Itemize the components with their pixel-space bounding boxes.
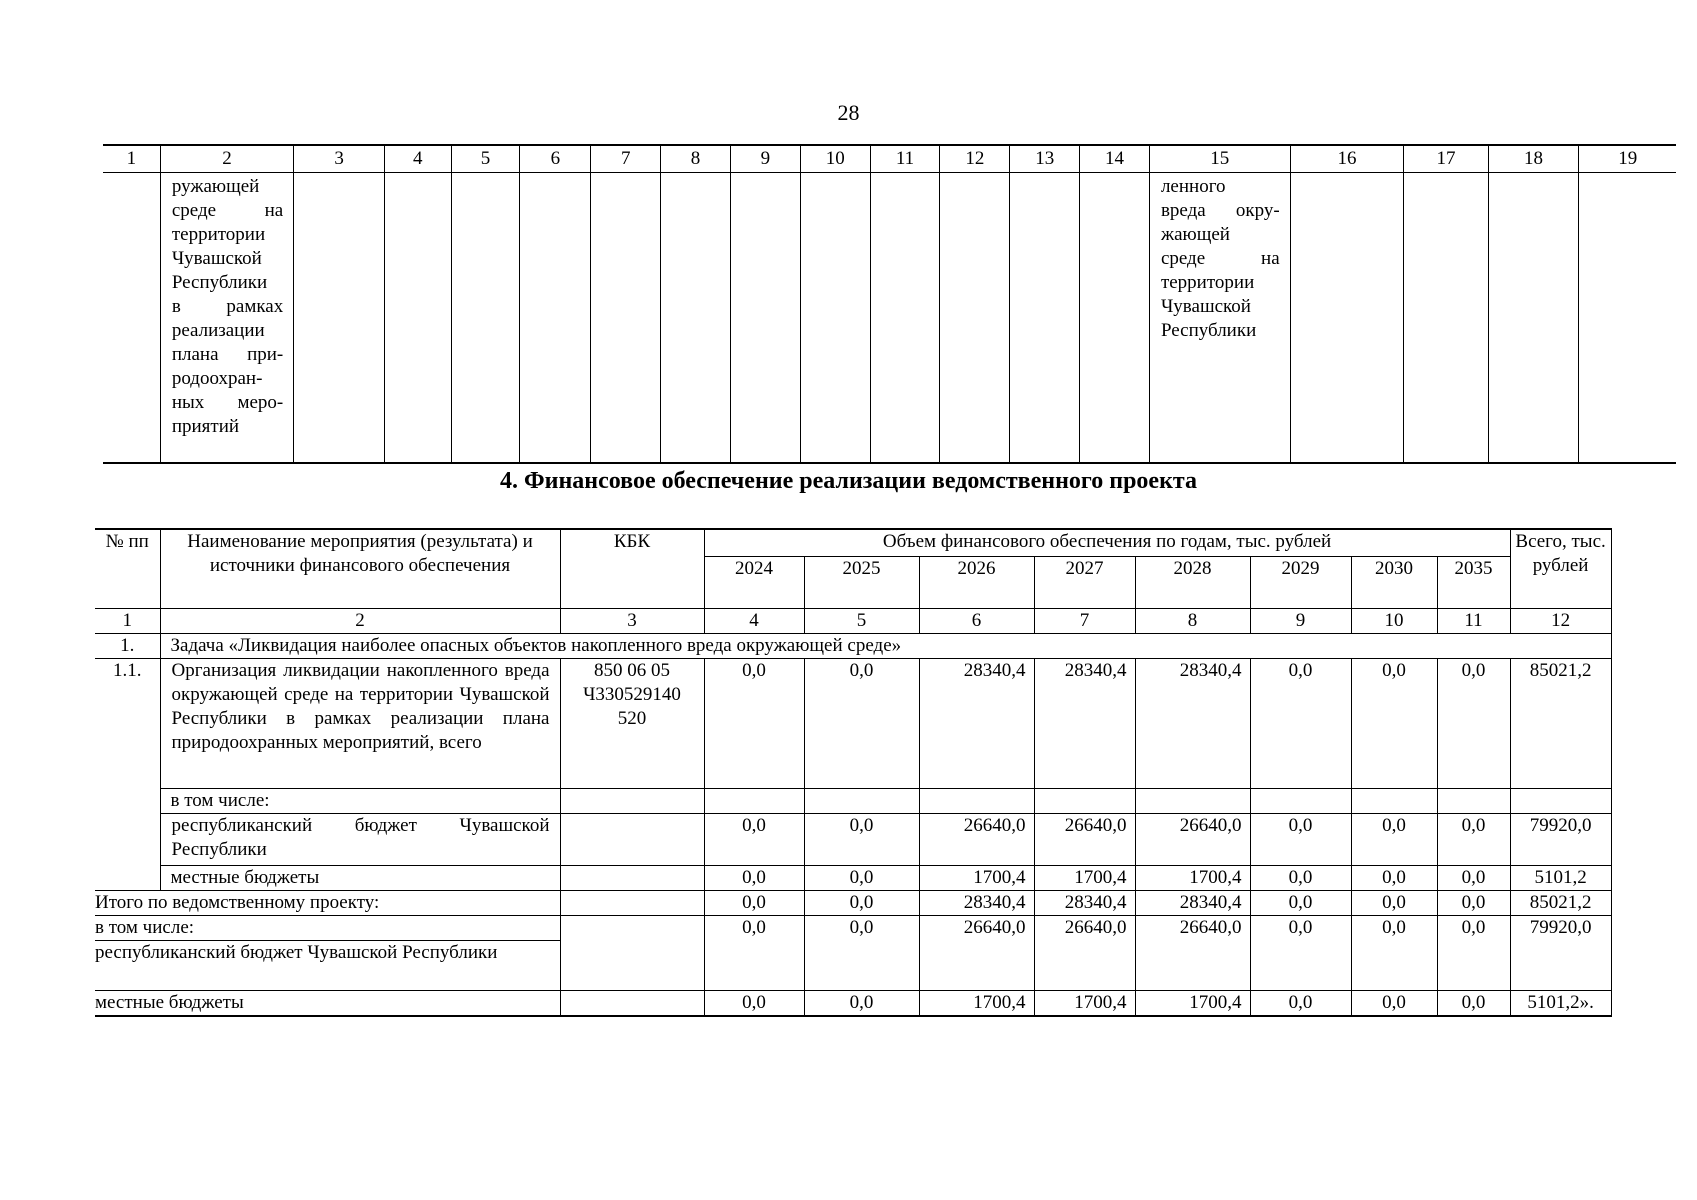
column-number-row xyxy=(103,145,1676,173)
column-number: 10 xyxy=(1351,609,1437,634)
value-cell: 0,0 xyxy=(1250,991,1351,1017)
value-cell: 28340,4 xyxy=(1034,891,1135,916)
value-cell: 28340,4 xyxy=(919,891,1034,916)
value-cell: 1700,4 xyxy=(1034,866,1135,891)
rep-budget-row xyxy=(95,814,1611,866)
value-cell: 0,0 xyxy=(1437,991,1510,1017)
value-cell: 0,0 xyxy=(1250,659,1351,789)
column-number: 7 xyxy=(1034,609,1135,634)
value-cell: 28340,4 xyxy=(1135,659,1250,789)
value-cell: 26640,0 xyxy=(1135,916,1250,991)
value-cell: 26640,0 xyxy=(919,916,1034,991)
column-number-row xyxy=(95,609,1611,634)
continuation-cell-10 xyxy=(800,173,870,464)
value-cell: 1700,4 xyxy=(1135,866,1250,891)
col2-text xyxy=(160,173,293,464)
text-line: плана при- xyxy=(171,344,284,365)
value-cell: 26640,0 xyxy=(1034,916,1135,991)
value-cell: 1700,4 xyxy=(1034,991,1135,1017)
continuation-cell-11 xyxy=(870,173,940,464)
value-cell: 0,0 xyxy=(1351,866,1437,891)
value-cell: 0,0 xyxy=(704,866,804,891)
year-2026: 2026 xyxy=(919,557,1034,609)
year-2030: 2030 xyxy=(1351,557,1437,609)
value-cell: 85021,2 xyxy=(1510,659,1611,789)
total-incl-label: в том числе: xyxy=(95,916,560,941)
value-cell: 0,0 xyxy=(1250,814,1351,866)
total-project-row xyxy=(95,891,1611,916)
value-cell: 0,0 xyxy=(804,814,919,866)
total-project-name: Итого по ведомственному проекту: xyxy=(95,891,560,916)
item-kbk xyxy=(560,659,704,789)
value-cell: 79920,0 xyxy=(1510,916,1611,991)
text-line: Республики xyxy=(1160,320,1257,341)
column-number: 12 xyxy=(940,145,1010,173)
value-cell: 0,0 xyxy=(1351,659,1437,789)
column-number: 8 xyxy=(1135,609,1250,634)
value-cell: 0,0 xyxy=(1437,891,1510,916)
value-cell: 28340,4 xyxy=(919,659,1034,789)
kbk-line: 520 xyxy=(617,708,647,729)
value-cell: 26640,0 xyxy=(919,814,1034,866)
value-cell: 0,0 xyxy=(1351,991,1437,1017)
value-cell: 0,0 xyxy=(804,891,919,916)
value-cell: 0,0 xyxy=(704,891,804,916)
value-cell: 0,0 xyxy=(1437,659,1510,789)
continuation-cell-8 xyxy=(661,173,731,464)
column-number: 9 xyxy=(730,145,800,173)
incl-row xyxy=(95,789,1611,814)
rep-budget-name: республиканский бюджет Чувашской Республики xyxy=(160,814,560,866)
total-rep-name: республиканский бюджет Чувашской Республики xyxy=(95,941,560,991)
continuation-cell-1 xyxy=(103,173,160,464)
column-number: 6 xyxy=(919,609,1034,634)
value-cell: 26640,0 xyxy=(1135,814,1250,866)
text-line: ленного xyxy=(1160,176,1226,197)
value-cell: 5101,2 xyxy=(1510,866,1611,891)
column-number: 7 xyxy=(591,145,661,173)
item-num: 1.1. xyxy=(95,659,160,891)
value-cell: 0,0 xyxy=(1351,814,1437,866)
continuation-cell-4 xyxy=(384,173,451,464)
column-number: 16 xyxy=(1290,145,1404,173)
column-number: 9 xyxy=(1250,609,1351,634)
value-cell: 0,0 xyxy=(804,991,919,1017)
continuation-cell-13 xyxy=(1010,173,1080,464)
column-number: 13 xyxy=(1010,145,1080,173)
text-line: жающей xyxy=(1160,224,1230,245)
value-cell: 0,0 xyxy=(1437,866,1510,891)
local-budget-row xyxy=(95,866,1611,891)
total-rep-row xyxy=(95,916,1611,941)
column-number: 4 xyxy=(704,609,804,634)
value-cell: 1700,4 xyxy=(919,866,1034,891)
continuation-cell-5 xyxy=(451,173,520,464)
continuation-cell-17 xyxy=(1404,173,1488,464)
finance-table xyxy=(95,528,1612,1017)
header-volume: Объем финансового обеспечения по годам, тыс. рублей xyxy=(704,529,1510,557)
page-number: 28 xyxy=(837,100,860,125)
value-cell: 0,0 xyxy=(804,659,919,789)
kbk-line: Ч330529140 xyxy=(583,684,681,705)
value-cell: 0,0 xyxy=(1250,891,1351,916)
value-cell: 5101,2». xyxy=(1510,991,1611,1017)
column-number: 11 xyxy=(870,145,940,173)
value-cell: 0,0 xyxy=(704,916,804,991)
col15-text xyxy=(1149,173,1290,464)
value-cell: 0,0 xyxy=(804,866,919,891)
value-cell: 0,0 xyxy=(1351,916,1437,991)
column-number: 5 xyxy=(804,609,919,634)
continuation-cell-3 xyxy=(294,173,385,464)
value-cell: 0,0 xyxy=(1437,916,1510,991)
value-cell: 0,0 xyxy=(1250,866,1351,891)
column-number: 2 xyxy=(160,609,560,634)
text-line: среде на xyxy=(1160,248,1280,269)
column-number: 4 xyxy=(384,145,451,173)
column-number: 6 xyxy=(520,145,591,173)
column-number: 15 xyxy=(1149,145,1290,173)
text-line: приятий xyxy=(171,416,240,437)
value-cell: 26640,0 xyxy=(1034,814,1135,866)
column-number: 10 xyxy=(800,145,870,173)
column-number: 1 xyxy=(95,609,160,634)
text-line: территории xyxy=(171,224,266,245)
column-number: 11 xyxy=(1437,609,1510,634)
header-name: Наименование мероприятия (результата) и источники финансового обеспечения xyxy=(160,529,560,609)
year-2028: 2028 xyxy=(1135,557,1250,609)
column-number: 19 xyxy=(1579,145,1676,173)
value-cell: 1700,4 xyxy=(919,991,1034,1017)
text-line: Чувашской xyxy=(171,248,262,269)
text-line: реализации xyxy=(171,320,265,341)
header-row xyxy=(95,529,1611,557)
total-local-name: местные бюджеты xyxy=(95,991,560,1017)
header-total: Всего, тыс. рублей xyxy=(1510,529,1611,609)
task-row xyxy=(95,634,1611,659)
column-number: 2 xyxy=(160,145,293,173)
continuation-cell-12 xyxy=(940,173,1010,464)
continuation-cell-18 xyxy=(1488,173,1579,464)
value-cell: 0,0 xyxy=(704,814,804,866)
continuation-table xyxy=(103,144,1676,464)
value-cell: 0,0 xyxy=(1250,916,1351,991)
task-num: 1. xyxy=(95,634,160,659)
column-number: 12 xyxy=(1510,609,1611,634)
value-cell: 0,0 xyxy=(704,991,804,1017)
continuation-row xyxy=(103,173,1676,464)
column-number: 18 xyxy=(1488,145,1579,173)
value-cell: 0,0 xyxy=(704,659,804,789)
continuation-cell-14 xyxy=(1080,173,1150,464)
item-name: Организация ликвидации накопленного вреда окружающей среде на территории Чувашской Республики в рамках реализации плана природоохранных мероприятий, всего xyxy=(160,659,560,789)
header-num: № пп xyxy=(95,529,160,609)
value-cell: 1700,4 xyxy=(1135,991,1250,1017)
text-line: ных меро- xyxy=(171,392,284,413)
column-number: 8 xyxy=(661,145,731,173)
year-2025: 2025 xyxy=(804,557,919,609)
column-number: 3 xyxy=(294,145,385,173)
year-2035: 2035 xyxy=(1437,557,1510,609)
text-line: родоохран- xyxy=(171,368,263,389)
kbk-line: 850 06 05 xyxy=(594,660,670,681)
value-cell: 79920,0 xyxy=(1510,814,1611,866)
value-cell: 85021,2 xyxy=(1510,891,1611,916)
continuation-cell-6 xyxy=(520,173,591,464)
text-line: вреда окру- xyxy=(1160,200,1280,221)
value-cell: 28340,4 xyxy=(1135,891,1250,916)
column-number: 3 xyxy=(560,609,704,634)
value-cell: 0,0 xyxy=(1351,891,1437,916)
text-line: Чувашской xyxy=(1160,296,1251,317)
local-budget-name: местные бюджеты xyxy=(160,866,560,891)
continuation-cell-16 xyxy=(1290,173,1404,464)
section-title: 4. Финансовое обеспечение реализации ведомственного проекта xyxy=(500,468,1197,494)
header-kbk: КБК xyxy=(560,529,704,609)
text-line: Республики xyxy=(171,272,268,293)
column-number: 5 xyxy=(451,145,520,173)
continuation-cell-19 xyxy=(1579,173,1676,464)
column-number: 14 xyxy=(1080,145,1150,173)
item-row xyxy=(95,659,1611,789)
column-number: 1 xyxy=(103,145,160,173)
text-line: среде на xyxy=(171,200,284,221)
total-local-row xyxy=(95,991,1611,1017)
year-2029: 2029 xyxy=(1250,557,1351,609)
column-number: 17 xyxy=(1404,145,1488,173)
year-2027: 2027 xyxy=(1034,557,1135,609)
text-line: в рамках xyxy=(171,296,284,317)
incl-label: в том числе: xyxy=(160,789,560,814)
text-line: территории xyxy=(1160,272,1255,293)
text-line: ружающей xyxy=(171,176,260,197)
task-text: Задача «Ликвидация наиболее опасных объектов накопленного вреда окружающей среде» xyxy=(160,634,1611,659)
continuation-cell-9 xyxy=(730,173,800,464)
value-cell: 0,0 xyxy=(804,916,919,991)
value-cell: 28340,4 xyxy=(1034,659,1135,789)
year-2024: 2024 xyxy=(704,557,804,609)
continuation-cell-7 xyxy=(591,173,661,464)
value-cell: 0,0 xyxy=(1437,814,1510,866)
